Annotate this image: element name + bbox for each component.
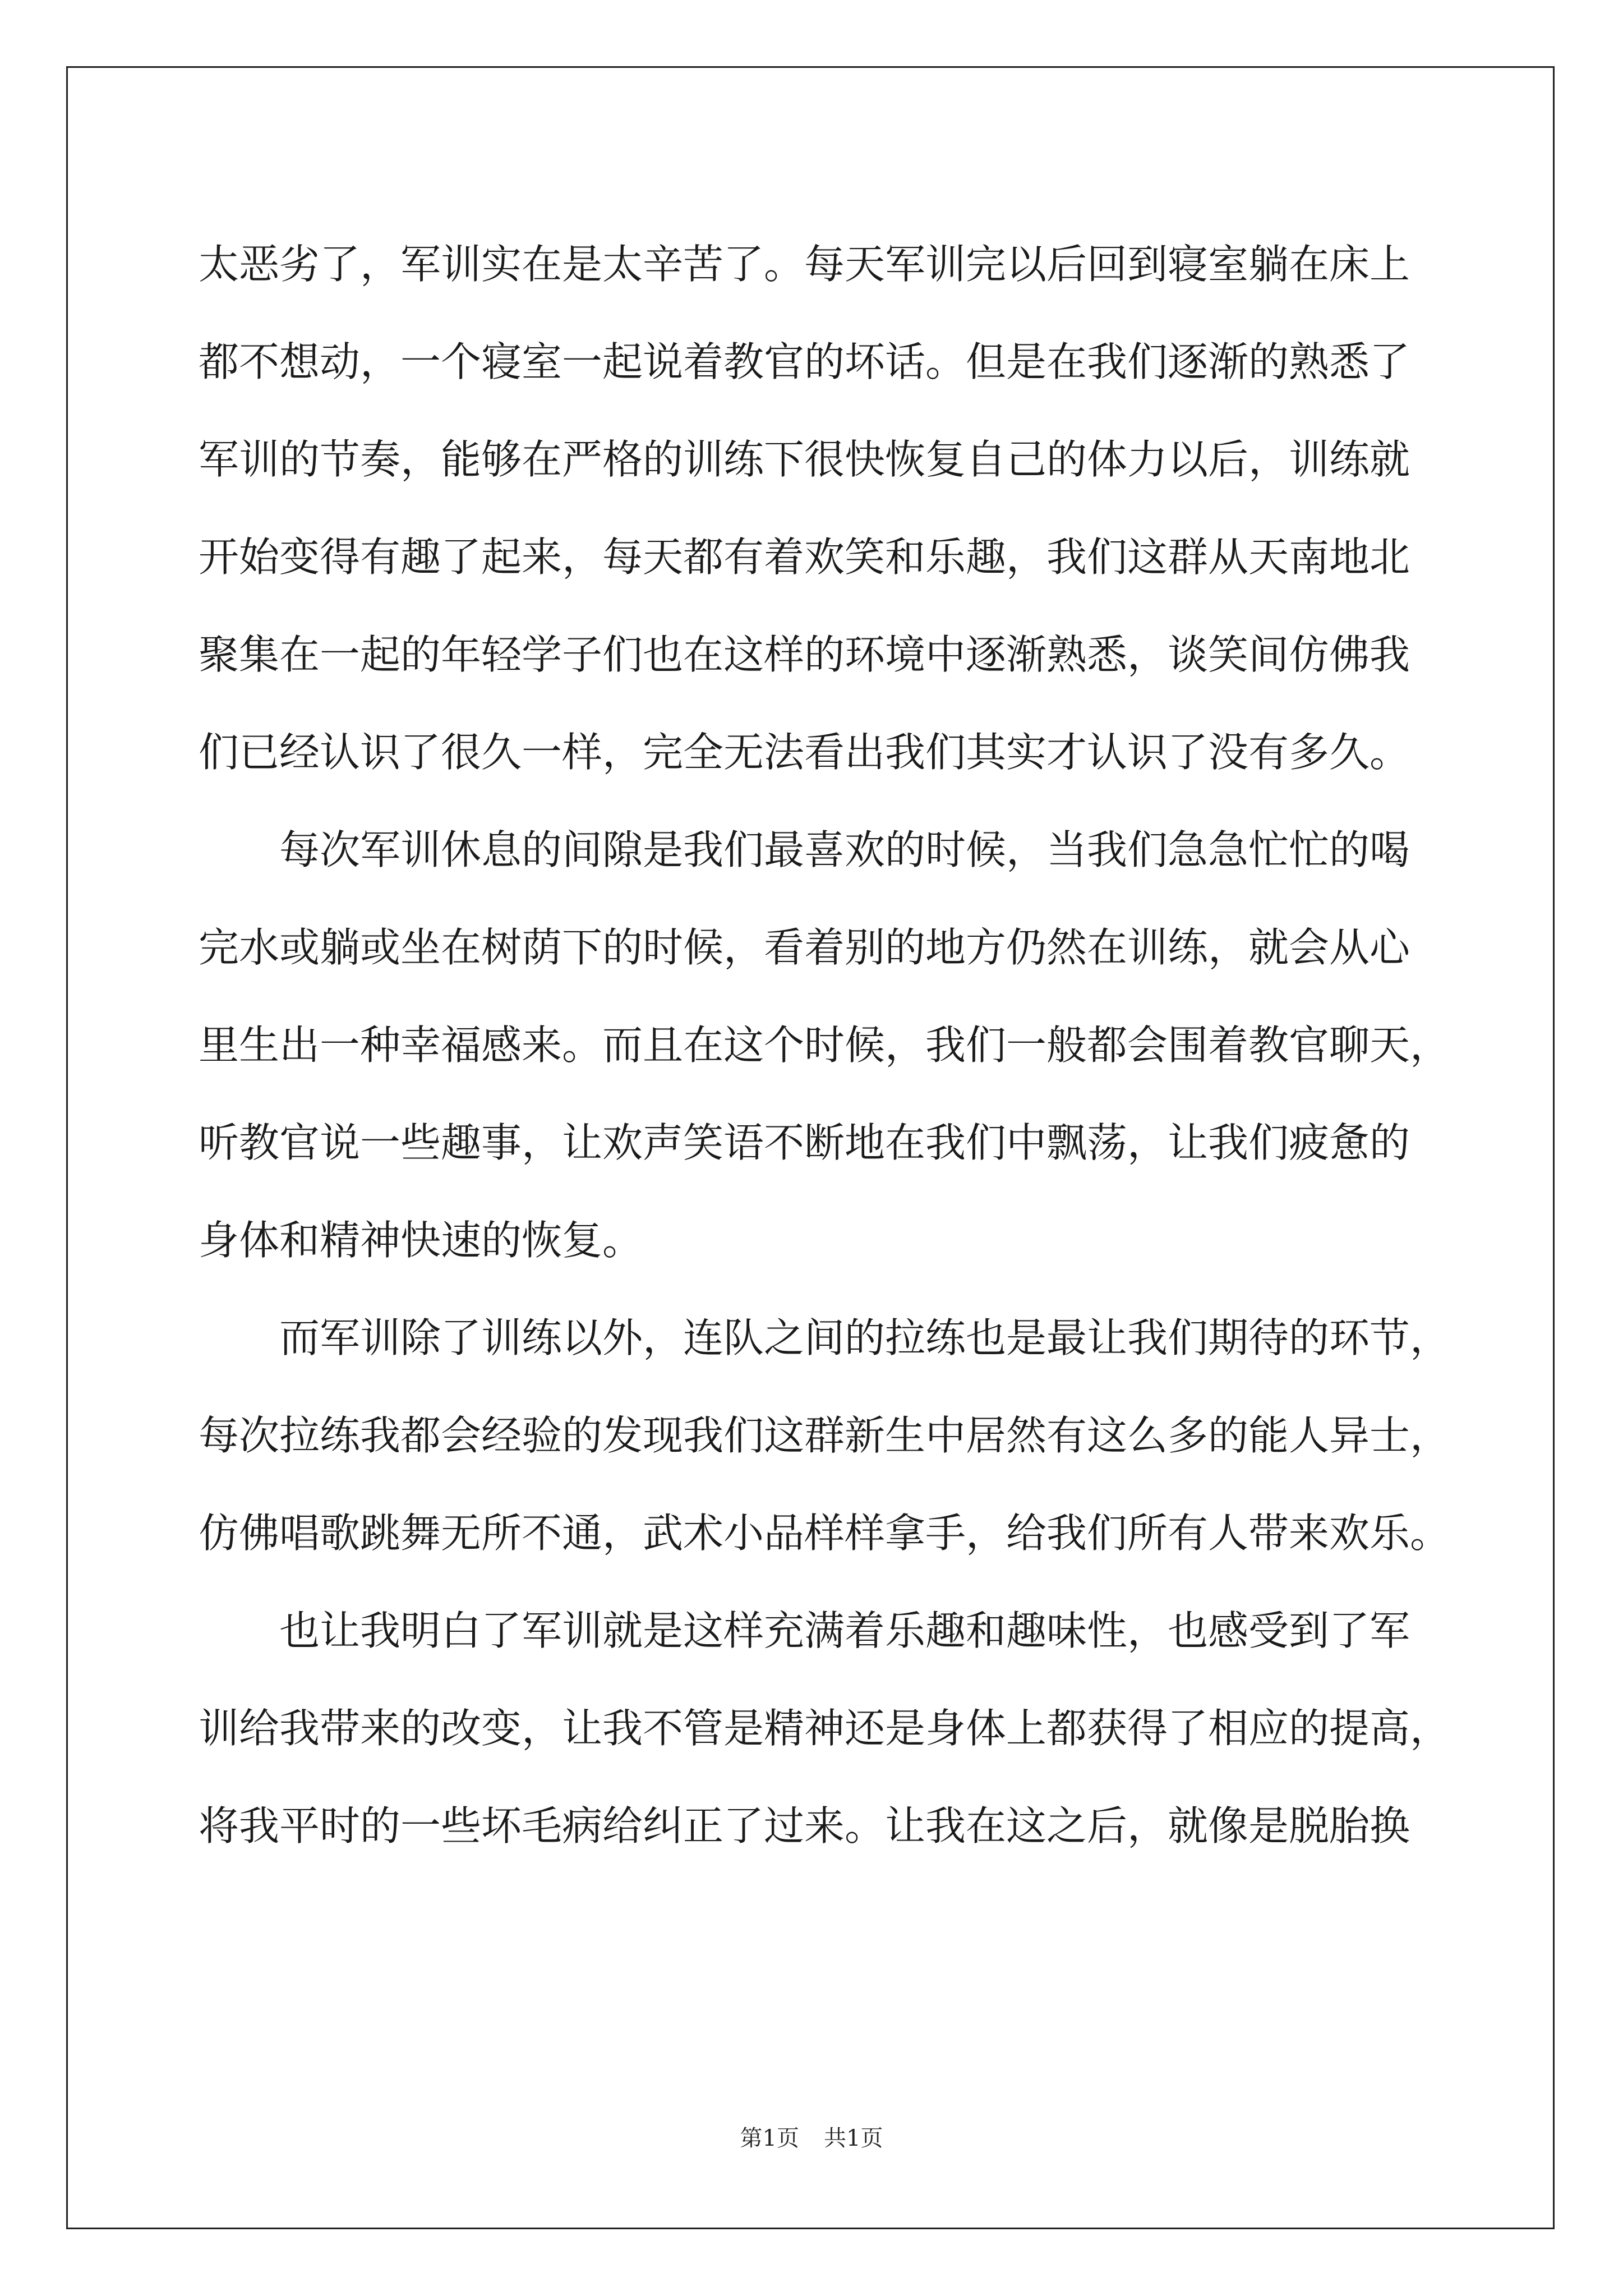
text-line: 聚集在一起的年轻学子们也在这样的环境中逐渐熟悉，谈笑间仿佛我 [199, 631, 1410, 678]
page-total: 共1页 [824, 2125, 883, 2151]
text-line: 里生出一种幸福感来。而且在这个时候，我们一般都会围着教官聊天， [199, 1022, 1451, 1069]
text-line: 开始变得有趣了起来，每天都有着欢笑和乐趣，我们这群从天南地北 [199, 533, 1410, 581]
text-line: 身体和精神快速的恢复。 [199, 1217, 643, 1264]
text-line: 完水或躺或坐在树荫下的时候，看着别的地方仍然在训练，就会从心 [199, 924, 1410, 971]
page-footer [0, 2120, 1623, 2152]
text-line: 仿佛唱歌跳舞无所不通，武术小品样样拿手，给我们所有人带来欢乐。 [199, 1510, 1451, 1557]
text-line: 训给我带来的改变，让我不管是精神还是身体上都获得了相应的提高， [199, 1705, 1451, 1752]
text-line: 军训的节奏，能够在严格的训练下很快恢复自己的体力以后，训练就 [199, 436, 1410, 483]
page-number: 第1页 [740, 2125, 799, 2151]
text-line: 听教官说一些趣事，让欢声笑语不断地在我们中飘荡，让我们疲惫的 [199, 1119, 1410, 1166]
paragraph-start-line: 而军训除了训练以外，连队之间的拉练也是最让我们期待的环节， [279, 1314, 1451, 1361]
text-line: 将我平时的一些坏毛病给纠正了过来。让我在这之后，就像是脱胎换 [199, 1802, 1410, 1849]
text-line: 每次拉练我都会经验的发现我们这群新生中居然有这么多的能人异士， [199, 1412, 1451, 1459]
text-line: 们已经认识了很久一样，完全无法看出我们其实才认识了没有多久。 [199, 729, 1410, 776]
document-body [199, 215, 1449, 1875]
paragraph-start-line: 也让我明白了军训就是这样充满着乐趣和趣味性，也感受到了军 [279, 1607, 1410, 1654]
text-line: 都不想动，一个寝室一起说着教官的坏话。但是在我们逐渐的熟悉了 [199, 338, 1410, 385]
text-line: 太恶劣了，军训实在是太辛苦了。每天军训完以后回到寝室躺在床上 [199, 241, 1410, 288]
paragraph-start-line: 每次军训休息的间隙是我们最喜欢的时候，当我们急急忙忙的喝 [279, 826, 1410, 873]
